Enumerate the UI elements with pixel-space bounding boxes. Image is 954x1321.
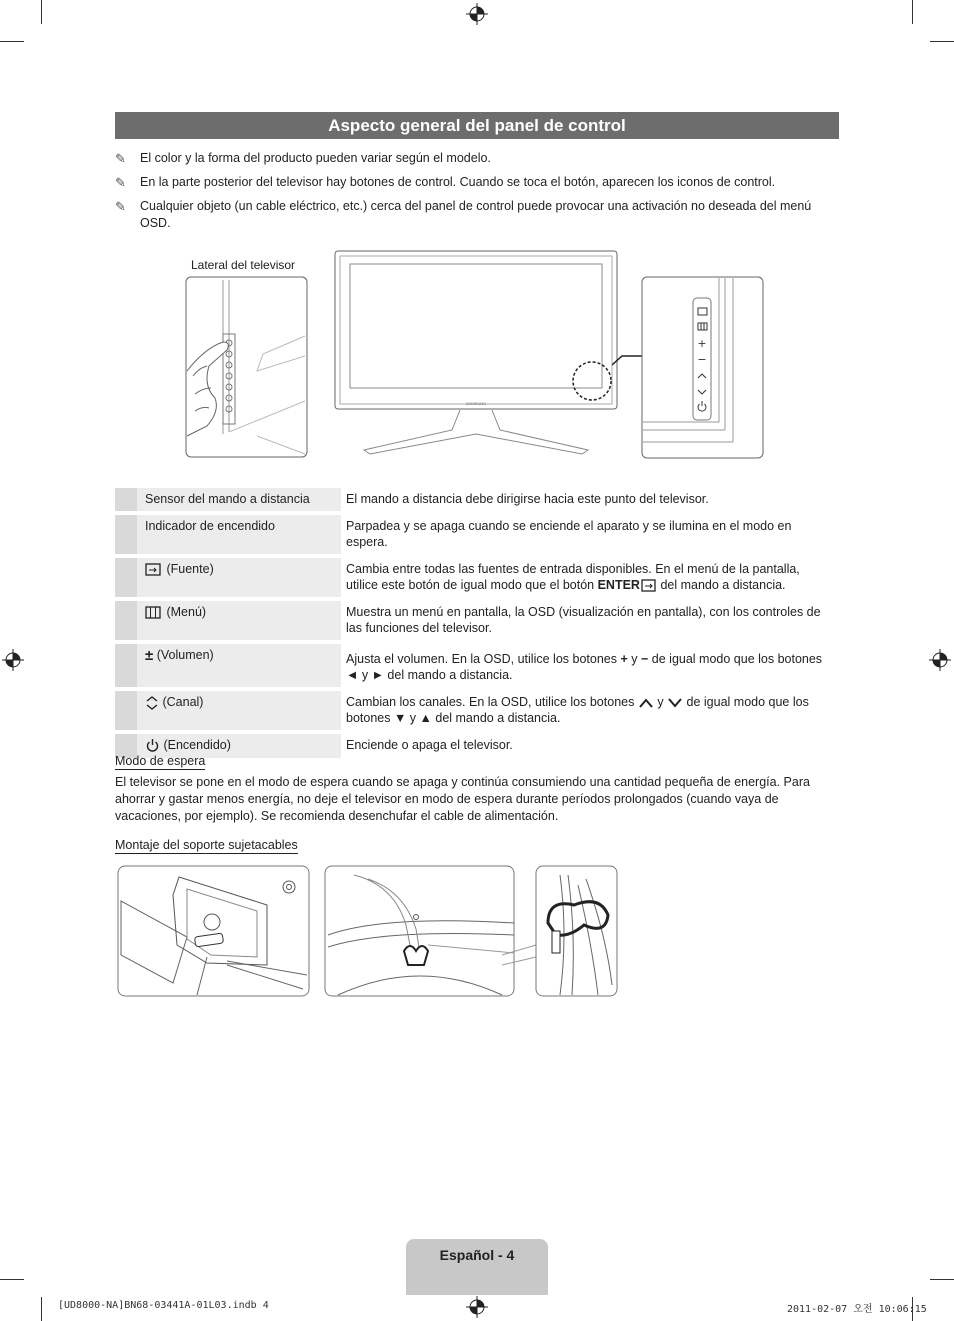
- stand-assembly-illustration: [117, 865, 310, 997]
- table-row: [115, 513, 839, 556]
- registration-mark-icon: [929, 649, 951, 671]
- table-row: [115, 556, 839, 599]
- feature-desc: Cambia entre todas las fuentes de entrada disponibles. En el menú de la pantalla, utilice este botón de igual modo que el botón ENTER del mando a distancia.: [341, 556, 839, 599]
- feature-name: (Canal): [162, 695, 204, 709]
- power-icon: [145, 738, 160, 753]
- table-row: [115, 599, 839, 642]
- file-name: [UD8000-NA]BN68-03441A-01L03.indb 4: [58, 1300, 269, 1311]
- table-row: [115, 488, 839, 513]
- note-item: ✎ En la parte posterior del televisor hay botones de control. Cuando se toca el botón, aparecen los iconos de control.: [115, 175, 776, 190]
- feature-desc: Enciende o apaga el televisor.: [341, 732, 839, 760]
- tv-front-illustration: [334, 250, 618, 458]
- plus-icon: +: [697, 337, 707, 350]
- table-row: [115, 642, 839, 689]
- cable-holder-heading: Montaje del soporte sujetacables: [115, 838, 298, 852]
- channel-icon: [145, 696, 159, 710]
- feature-desc: El mando a distancia debe dirigirse hacia este punto del televisor.: [341, 488, 839, 513]
- channel-up-icon: [638, 697, 654, 709]
- registration-mark-icon: [466, 1296, 488, 1318]
- cable-holder-illustration: [324, 865, 516, 997]
- side-view-label: Lateral del televisor: [191, 258, 296, 272]
- feature-name: Indicador de encendido: [137, 513, 341, 556]
- crop-mark: [0, 1279, 24, 1280]
- registration-mark-icon: [2, 649, 24, 671]
- print-timestamp: 2011-02-07 오전 10:06:15: [787, 1304, 927, 1315]
- crop-mark: [930, 41, 954, 42]
- feature-name: (Volumen): [156, 648, 214, 662]
- crop-mark: [41, 0, 42, 24]
- note-item: ✎ El color y la forma del producto pueden variar según el modelo.: [115, 151, 491, 166]
- feature-desc: Parpadea y se apaga cuando se enciende el aparato y se ilumina en el modo en espera.: [341, 513, 839, 556]
- control-panel-zoom: [641, 276, 765, 460]
- note-pencil-icon: ✎: [115, 199, 126, 214]
- crop-mark: [930, 1279, 954, 1280]
- brand-logo: SAMSUNG: [465, 401, 487, 406]
- registration-mark-icon: [466, 3, 488, 25]
- minus-icon: −: [641, 652, 649, 666]
- feature-desc: Cambian los canales. En la OSD, utilice los botones y de igual modo que los botones ▼ y ▲ del mando a distancia.: [341, 689, 839, 732]
- feature-desc: Ajusta el volumen. En la OSD, utilice los botones + y − de igual modo que los botones ◄ y ► del mando a distancia.: [341, 642, 839, 689]
- feature-name: (Menú): [166, 605, 207, 619]
- table-row: [115, 689, 839, 732]
- crop-mark: [912, 0, 913, 24]
- channel-down-icon: [667, 697, 683, 709]
- plus-minus-icon: ±: [145, 646, 154, 664]
- feature-name: (Encendido): [163, 738, 231, 752]
- section-title: Aspecto general del panel de control: [115, 112, 839, 139]
- feature-name: Sensor del mando a distancia: [137, 488, 341, 513]
- page-number-tab: Español - 4: [406, 1239, 548, 1295]
- source-icon: [145, 563, 163, 576]
- feature-name: (Fuente): [166, 562, 214, 576]
- note-pencil-icon: ✎: [115, 175, 126, 190]
- note-pencil-icon: ✎: [115, 151, 126, 166]
- crop-mark: [41, 1297, 42, 1321]
- features-table: [115, 488, 839, 762]
- table-row: [115, 732, 839, 760]
- standby-heading: Modo de espera: [115, 754, 206, 768]
- enter-icon: [640, 579, 657, 592]
- crop-mark: [0, 41, 24, 42]
- cable-clip-detail-illustration: [502, 865, 620, 997]
- callout-line: [612, 340, 644, 370]
- menu-icon: [145, 606, 163, 619]
- feature-desc: Muestra un menú en pantalla, la OSD (visualización en pantalla), con los controles de las funciones del televisor.: [341, 599, 839, 642]
- tv-side-illustration: [185, 276, 309, 459]
- minus-icon: −: [697, 353, 707, 366]
- standby-text: El televisor se pone en el modo de espera cuando se apaga y continúa consumiendo una cantidad pequeña de energía. Para ahorrar y gastar menos energía, no deje el televisor en modo de espera durante períodos prolongados (cuando vaya de vacaciones, por ejemplo). Se recomienda desenchufar el cable de alimentación.: [115, 775, 810, 823]
- plus-icon: +: [620, 652, 628, 666]
- note-item: ✎ Cualquier objeto (un cable eléctrico, etc.) cerca del panel de control puede provocar una activación no deseada del menú OSD.: [115, 199, 812, 230]
